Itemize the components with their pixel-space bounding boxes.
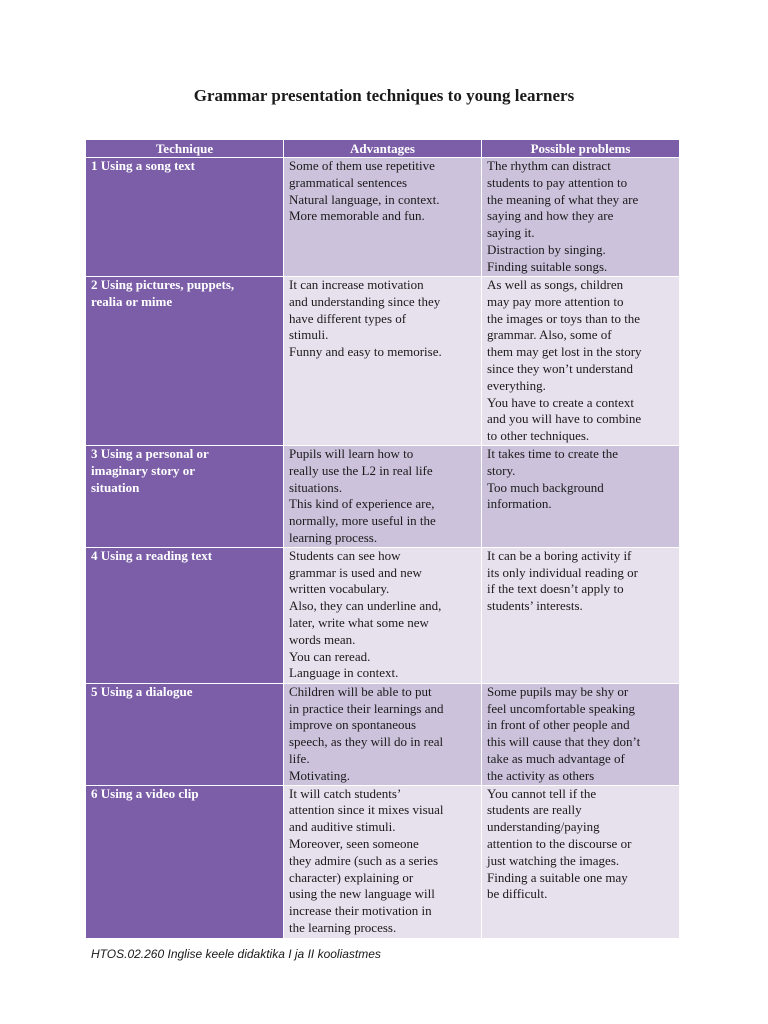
cell-line: 1 Using a song text <box>91 158 196 173</box>
cell-line: have different types of <box>289 310 407 326</box>
cell-line: realia or mime <box>91 293 173 309</box>
cell-line: them may get lost in the story <box>487 344 642 360</box>
cell-line: learning process. <box>289 529 378 545</box>
cell-line: if the text doesn’t apply to <box>487 581 624 597</box>
cell-line: in front of other people and <box>487 717 630 733</box>
cell-line: story. <box>487 462 516 478</box>
cell-line: Also, they can underline and, <box>289 598 442 614</box>
cell-line: the activity as others <box>487 767 595 783</box>
cell-line: later, write what some new <box>289 614 429 630</box>
advantages-cell <box>284 158 482 277</box>
header-problems: Possible problems <box>482 140 680 158</box>
techniques-table <box>85 139 680 939</box>
cell-line: situation <box>91 479 140 495</box>
technique-cell <box>86 277 284 446</box>
footer-course-code: HTOS.02.260 Inglise keele didaktika I ja II kooliastmes <box>91 947 381 961</box>
cell-line: information. <box>487 496 552 512</box>
advantages-cell <box>284 446 482 548</box>
cell-line: and understanding since they <box>289 293 441 309</box>
cell-line: 6 Using a video clip <box>91 785 199 801</box>
problems-cell <box>482 547 680 683</box>
cell-line: 5 Using a dialogue <box>91 683 193 699</box>
cell-line: Finding a suitable one may <box>487 869 628 885</box>
cell-line: saying and how they are <box>487 208 614 224</box>
cell-line: This kind of experience are, <box>289 496 435 512</box>
cell-line: attention to the discourse or <box>487 835 632 851</box>
cell-line: increase their motivation in <box>289 903 432 919</box>
advantages-cell <box>284 277 482 446</box>
cell-line: character) explaining or <box>289 869 414 885</box>
cell-line: Funny and easy to memorise. <box>289 344 442 360</box>
cell-line: everything. <box>487 377 546 393</box>
table-row <box>86 785 680 938</box>
header-technique: Technique <box>86 140 284 158</box>
cell-line: Children will be able to put <box>289 683 432 699</box>
cell-line: Students can see how <box>289 547 401 563</box>
cell-line: 4 Using a reading text <box>91 547 213 563</box>
technique-cell <box>86 446 284 548</box>
cell-line: life. <box>289 750 310 766</box>
cell-line: Moreover, seen someone <box>289 835 419 851</box>
cell-line: normally, more useful in the <box>289 513 436 529</box>
problems-cell <box>482 277 680 446</box>
problems-cell <box>482 683 680 785</box>
cell-line: improve on spontaneous <box>289 717 417 733</box>
table-row <box>86 277 680 446</box>
cell-line: Language in context. <box>289 665 399 681</box>
cell-line: imaginary story or <box>91 462 195 478</box>
cell-line: grammar is used and new <box>289 564 422 580</box>
cell-line: its only individual reading or <box>487 564 638 580</box>
cell-line: 3 Using a personal or <box>91 446 209 461</box>
cell-line: attention since it mixes visual <box>289 802 444 818</box>
cell-line: may pay more attention to <box>487 293 624 309</box>
cell-line: and you will have to combine <box>487 411 642 427</box>
cell-line: Some of them use repetitive <box>289 158 435 173</box>
problems-cell <box>482 446 680 548</box>
table-row <box>86 683 680 785</box>
table-row <box>86 547 680 683</box>
cell-line: grammar. Also, some of <box>487 327 612 343</box>
cell-line: grammatical sentences <box>289 174 408 190</box>
problems-cell <box>482 785 680 938</box>
table-row <box>86 446 680 548</box>
cell-line: just watching the images. <box>487 852 620 868</box>
cell-line: Some pupils may be shy or <box>487 683 629 699</box>
cell-line: students’ interests. <box>487 598 583 614</box>
cell-line: It can be a boring activity if <box>487 547 632 563</box>
cell-line: The rhythm can distract <box>487 158 611 173</box>
cell-line: understanding/paying <box>487 819 600 835</box>
cell-line: since they won’t understand <box>487 360 633 376</box>
cell-line: stimuli. <box>289 327 329 343</box>
cell-line: they admire (such as a series <box>289 852 439 868</box>
cell-line: really use the L2 in real life <box>289 462 433 478</box>
cell-line: situations. <box>289 479 343 495</box>
cell-line: Natural language, in context. <box>289 191 440 207</box>
table-row <box>86 158 680 277</box>
cell-line: Motivating. <box>289 767 351 783</box>
cell-line: this will cause that they don’t <box>487 734 641 750</box>
cell-line: Distraction by singing. <box>487 241 606 257</box>
advantages-cell <box>284 683 482 785</box>
cell-line: As well as songs, children <box>487 277 624 292</box>
cell-line: 2 Using pictures, puppets, <box>91 277 235 292</box>
cell-line: feel uncomfortable speaking <box>487 700 635 716</box>
cell-line: Finding suitable songs. <box>487 258 608 274</box>
technique-cell <box>86 158 284 277</box>
cell-line: students are really <box>487 802 582 818</box>
table-header-row <box>86 140 680 158</box>
cell-line: More memorable and fun. <box>289 208 425 224</box>
advantages-cell <box>284 785 482 938</box>
technique-cell <box>86 683 284 785</box>
cell-line: speech, as they will do in real <box>289 734 444 750</box>
cell-line: It will catch students’ <box>289 785 402 801</box>
cell-line: You can reread. <box>289 648 371 664</box>
cell-line: Pupils will learn how to <box>289 446 414 461</box>
cell-line: saying it. <box>487 225 535 241</box>
problems-cell <box>482 158 680 277</box>
cell-line: take as much advantage of <box>487 750 625 766</box>
cell-line: the learning process. <box>289 919 397 935</box>
technique-cell <box>86 785 284 938</box>
advantages-cell <box>284 547 482 683</box>
cell-line: You have to create a context <box>487 394 635 410</box>
technique-cell <box>86 547 284 683</box>
cell-line: in practice their learnings and <box>289 700 444 716</box>
page-title: Grammar presentation techniques to young learners <box>193 86 575 105</box>
cell-line: be difficult. <box>487 886 548 902</box>
cell-line: It takes time to create the <box>487 446 619 461</box>
cell-line: the images or toys than to the <box>487 310 641 326</box>
cell-line: You cannot tell if the <box>487 785 597 801</box>
cell-line: words mean. <box>289 631 356 647</box>
cell-line: students to pay attention to <box>487 174 628 190</box>
cell-line: the meaning of what they are <box>487 191 639 207</box>
cell-line: written vocabulary. <box>289 581 390 597</box>
cell-line: to other techniques. <box>487 428 590 444</box>
header-advantages: Advantages <box>284 140 482 158</box>
cell-line: using the new language will <box>289 886 435 902</box>
cell-line: Too much background <box>487 479 604 495</box>
cell-line: and auditive stimuli. <box>289 819 396 835</box>
cell-line: It can increase motivation <box>289 277 424 292</box>
